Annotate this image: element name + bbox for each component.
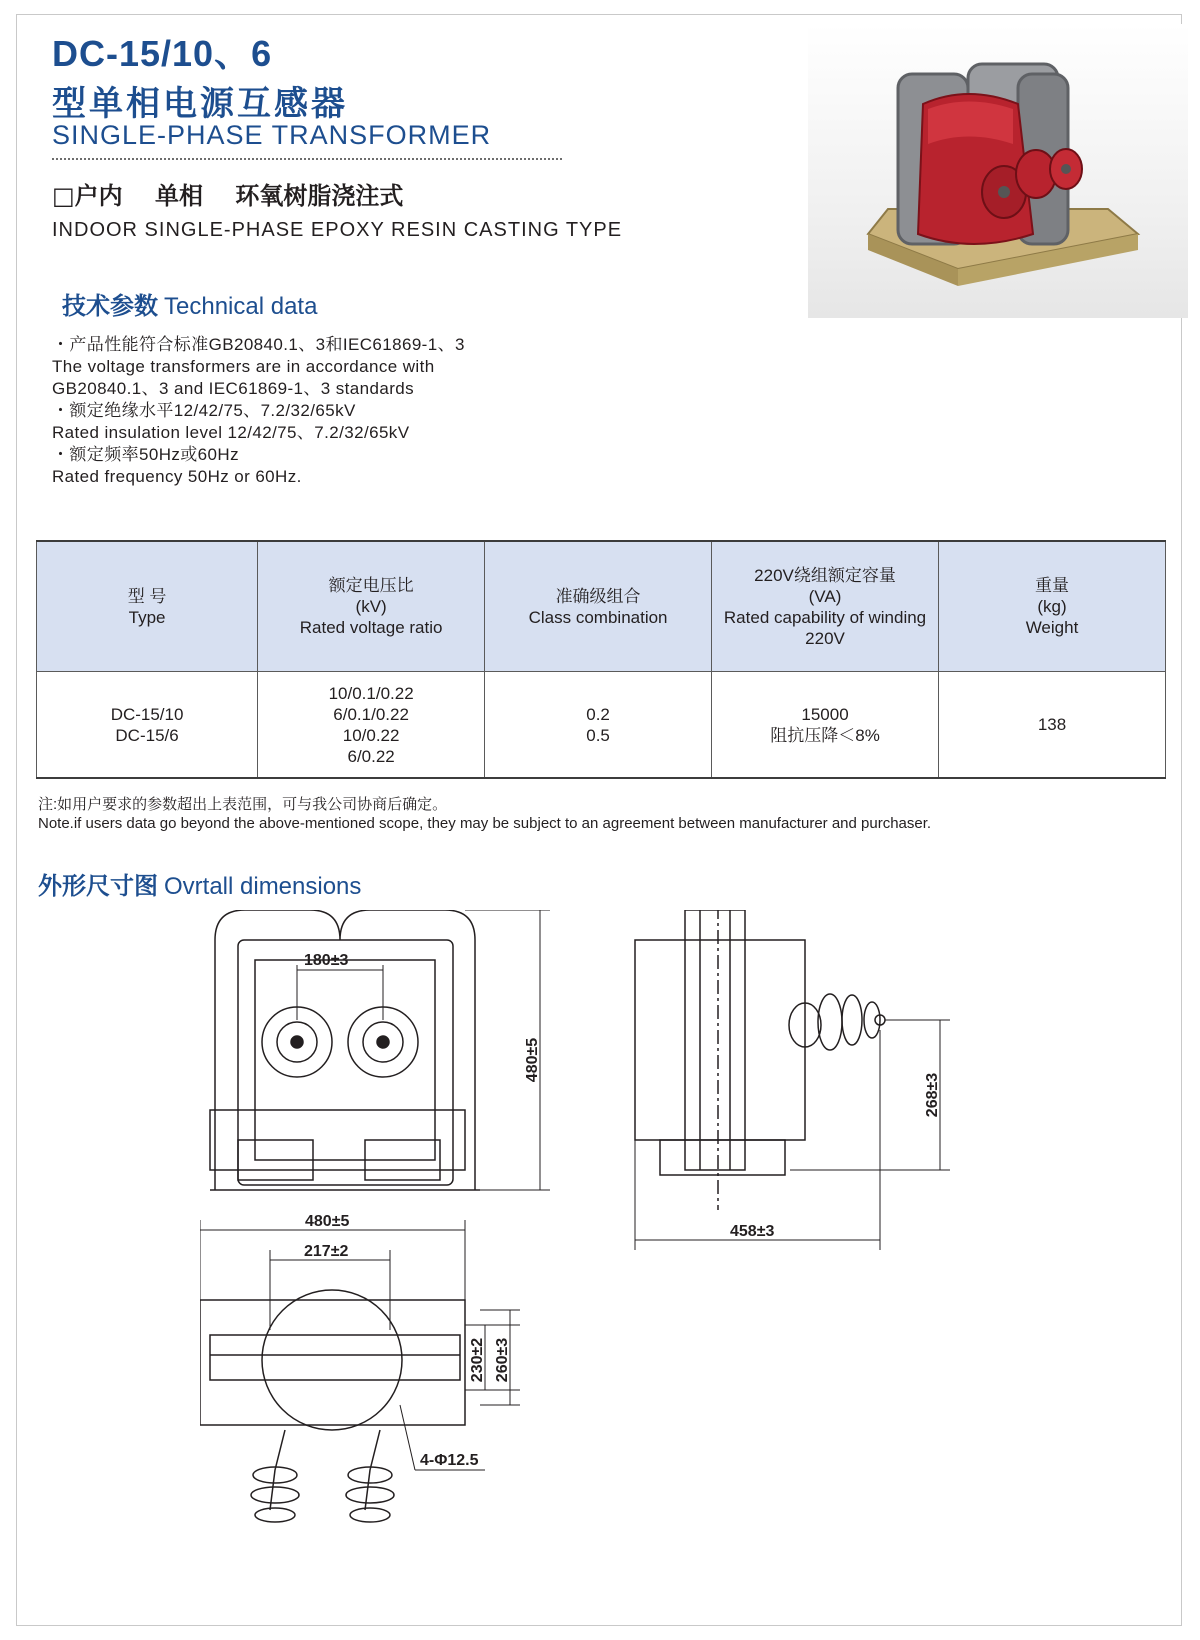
cell-weight: [939, 672, 1166, 779]
type-english: INDOOR SINGLE-PHASE EPOXY RESIN CASTING TYPE: [52, 219, 623, 241]
cell-voltage-line: 6/0.22: [347, 746, 395, 766]
note-cn: 注:如用户要求的参数超出上表范围，可与我公司协商后确定。: [38, 796, 448, 813]
top-view: [200, 1290, 465, 1522]
technical-data-heading: [62, 286, 317, 321]
type-epoxy: 环氧树脂浇注式: [235, 182, 404, 210]
tech-line: Rated frequency 50Hz or 60Hz.: [52, 467, 302, 486]
header-class: [485, 541, 712, 672]
note: [38, 795, 931, 833]
header-class-cn: 准确级组合: [555, 586, 641, 606]
cell-class-line: 0.2: [586, 704, 610, 724]
cell-capability: [712, 672, 939, 779]
title-english: SINGLE-PHASE TRANSFORMER: [52, 120, 492, 150]
dotted-divider: [52, 158, 562, 160]
cell-class-line: 0.5: [586, 725, 610, 745]
side-view: [635, 910, 885, 1210]
table-row: [37, 672, 1166, 779]
dimension-drawings: [200, 910, 960, 1610]
cell-type-line: DC-15/10: [110, 704, 184, 724]
cell-voltage-ratio: [258, 672, 485, 779]
tech-line: ・产品性能符合标准GB20840.1、3和IEC61869-1、3: [52, 335, 465, 354]
cell-voltage-line: 10/0.1/0.22: [328, 683, 414, 703]
header-class-en: Class combination: [528, 607, 668, 627]
header-weight-cn: 重量: [1035, 576, 1069, 595]
header-voltage-unit: (kV): [355, 597, 387, 616]
dim-mount-depth-outer: 260±3: [494, 1337, 511, 1383]
cell-type-line: DC-15/6: [115, 725, 179, 745]
model-number: DC-15/10、6: [52, 33, 273, 74]
header-type-cn: 型 号: [127, 586, 167, 606]
dimensions-heading-cn: 外形尺寸图: [38, 872, 158, 900]
dimensions-heading-en: Ovrtall dimensions: [164, 873, 362, 900]
header-weight-unit: (kg): [1037, 597, 1067, 616]
type-single-phase: 单相: [155, 182, 204, 210]
dim-bushing-height: 268±3: [924, 1072, 941, 1118]
cell-voltage-line: 6/0.1/0.22: [333, 704, 409, 724]
type-chinese: [52, 176, 427, 211]
tech-line: Rated insulation level 12/42/75、7.2/32/65kV: [52, 423, 410, 442]
cell-capability-line: 15000: [801, 704, 849, 724]
side-dims: [635, 1020, 950, 1250]
tech-line: ・额定绝缘水平12/42/75、7.2/32/65kV: [52, 401, 356, 420]
header-voltage-ratio: [258, 541, 485, 672]
dimensions-heading: [38, 866, 361, 901]
table-header-row: [37, 541, 1166, 672]
technical-data-list: [52, 334, 465, 488]
dim-mount-depth-inner: 230±2: [469, 1337, 486, 1383]
cell-voltage-line: 10/0.22: [342, 725, 400, 745]
dim-holes: 4-Φ12.5: [420, 1452, 479, 1469]
cell-weight-line: 138: [1037, 715, 1067, 734]
tech-line: ・额定频率50Hz或60Hz: [52, 445, 239, 464]
specification-table: [36, 540, 1166, 779]
dim-height: 480±5: [524, 1037, 541, 1083]
tech-line: The voltage transformers are in accordance with: [52, 357, 435, 376]
note-en: Note.if users data go beyond the above-mentioned scope, they may be subject to an agreement between manufacturer and purchaser.: [38, 815, 932, 832]
title-chinese: 型单相电源互感器: [52, 84, 348, 124]
technical-heading-en: Technical data: [164, 293, 318, 320]
header-type: [37, 541, 258, 672]
header-capability-cn: 220V绕组额定容量: [754, 565, 896, 585]
header-weight-en: Weight: [1025, 618, 1079, 637]
technical-heading-cn: 技术参数: [62, 292, 158, 320]
header-voltage-cn: 额定电压比: [328, 576, 414, 595]
header-capability-en: Rated capability of winding: [723, 607, 927, 627]
header-voltage-en: Rated voltage ratio: [299, 618, 443, 637]
dim-depth: 458±3: [730, 1223, 775, 1240]
header-capability: [712, 541, 939, 672]
header-capability-voltage: 220V: [805, 628, 845, 648]
cell-capability-line: 阻抗压降＜8%: [770, 725, 880, 745]
tech-line: GB20840.1、3 and IEC61869-1、3 standards: [52, 379, 415, 398]
dim-bushing-spacing: 180±3: [304, 952, 349, 969]
dim-width: 480±5: [305, 1213, 350, 1230]
header-weight: [939, 541, 1166, 672]
cell-type: [37, 672, 258, 779]
header-type-en: Type: [128, 607, 166, 627]
type-indoor: □户内: [52, 182, 123, 210]
transformer-illustration: [808, 24, 1188, 318]
product-photo: [808, 24, 1188, 318]
cell-class: [485, 672, 712, 779]
header-capability-unit: (VA): [808, 586, 842, 606]
dim-mount-spacing: 217±2: [304, 1243, 349, 1260]
